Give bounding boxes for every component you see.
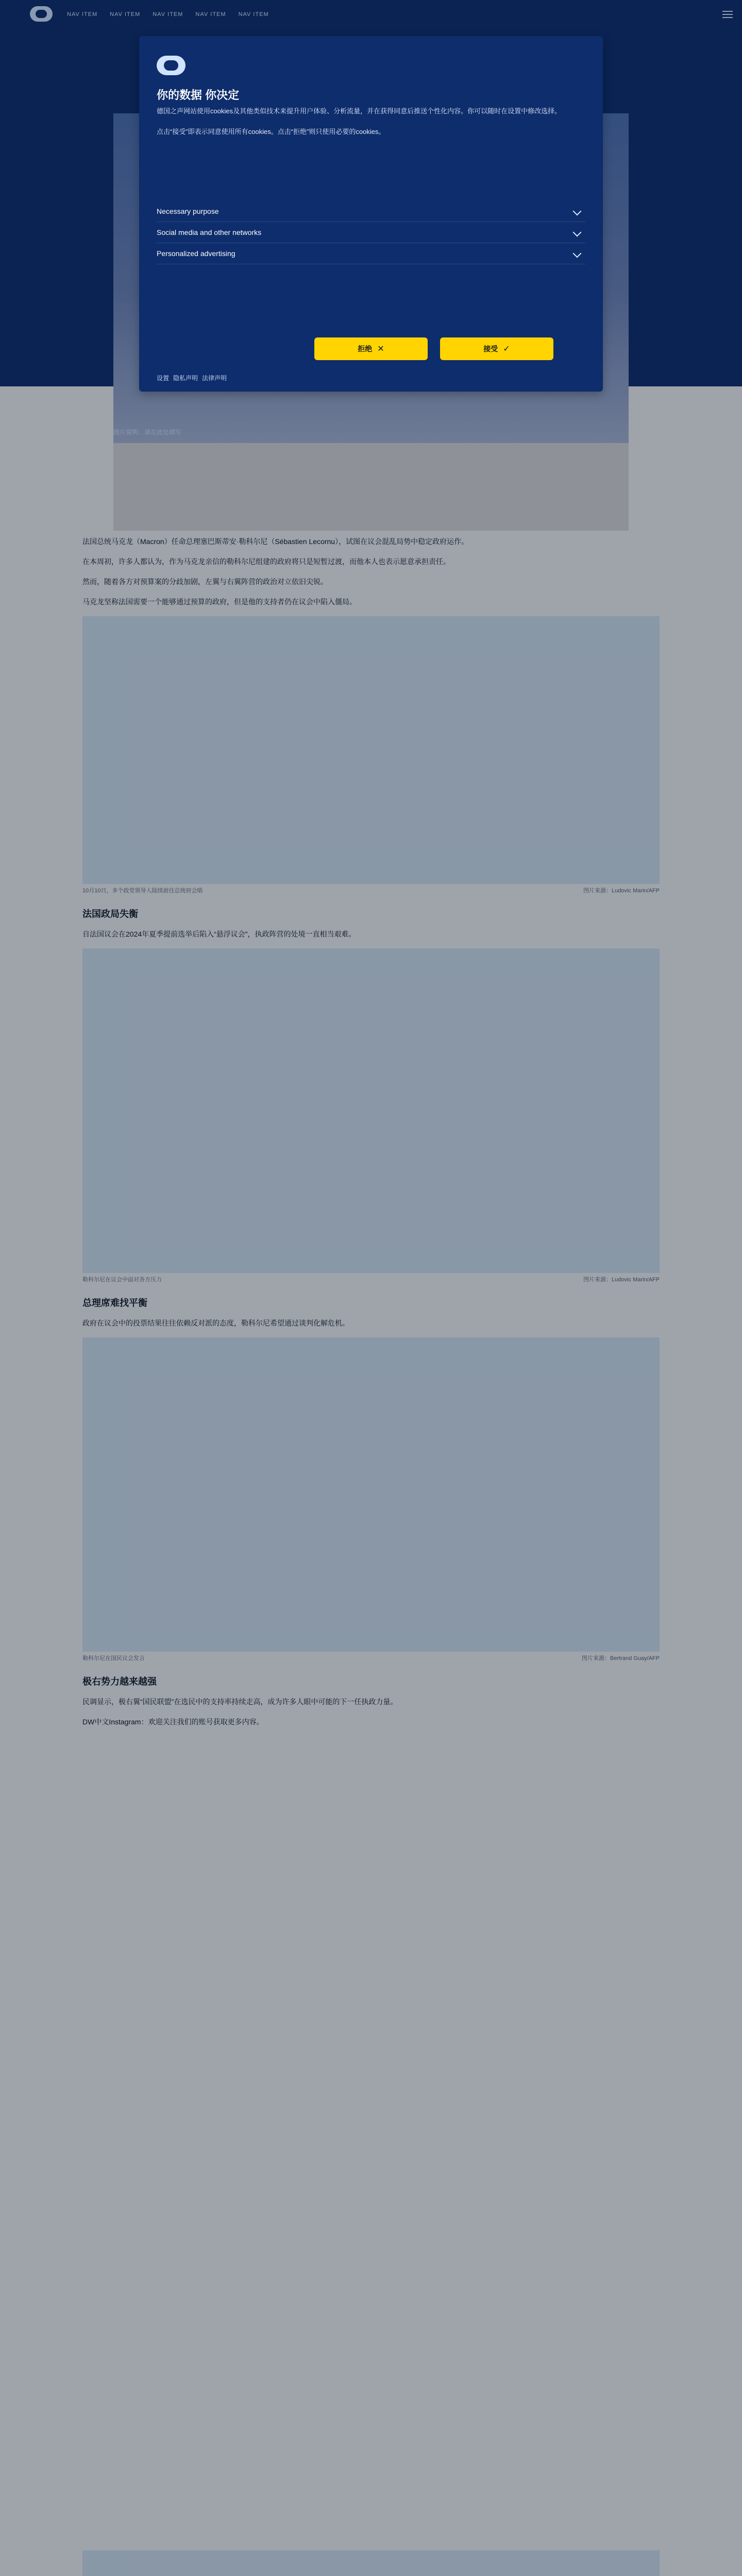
caption-left: 勒科尔尼在国民议会发言 xyxy=(82,1655,145,1662)
modal-buttons xyxy=(314,337,553,360)
consent-options xyxy=(157,201,585,264)
section-heading: 法国政局失衡 xyxy=(82,909,138,919)
consent-label: Personalized advertising xyxy=(157,249,235,258)
article-paragraph: DW中文Instagram：欢迎关注我们的账号获取更多内容。 xyxy=(82,1718,264,1726)
close-icon: ✕ xyxy=(377,345,384,353)
cookie-consent-modal xyxy=(139,36,603,392)
modal-title: 你的数据 你决定 xyxy=(157,89,240,101)
top-nav-item[interactable]: NAV ITEM xyxy=(67,11,98,18)
article-paragraph: 马克龙坚称法国需要一个能够通过预算的政府，但是他的支持者仍在议会中陷入僵局。 xyxy=(82,598,357,606)
accept-button[interactable] xyxy=(440,337,553,360)
consent-row[interactable] xyxy=(157,222,585,243)
chevron-down-icon[interactable] xyxy=(573,249,582,258)
dw-logo xyxy=(157,56,185,75)
article-paragraph: 然而，随着各方对预算案的分歧加剧，左翼与右翼阵营的政治对立依旧尖锐。 xyxy=(82,578,328,586)
chevron-down-icon[interactable] xyxy=(573,228,582,237)
caption-right: 图片来源：Ludovic Marin/AFP xyxy=(583,888,660,894)
modal-text: 德国之声网站使用cookies及其他类似技术来提升用户体验、分析流量，并在获得同意后推送个性化内容。你可以随时在设置中修改选择。 点击“接受”即表示同意使用所有cookies。点击“拒绝”则只使用必要的cookies。 xyxy=(157,107,562,135)
article-paragraph: 民调显示，极右翼“国民联盟”在选民中的支持率持续走高，成为许多人眼中可能的下一任执政力量。 xyxy=(82,1698,398,1706)
top-nav-item[interactable]: NAV ITEM xyxy=(110,11,141,18)
accept-label: 接受 xyxy=(483,345,498,353)
caption-left: 勒科尔尼在议会中面对各方压力 xyxy=(82,1277,162,1283)
consent-row[interactable] xyxy=(157,243,585,264)
modal-link[interactable]: 设置 xyxy=(157,375,170,382)
consent-label: Necessary purpose xyxy=(157,207,219,215)
section-heading: 极右势力越来越强 xyxy=(82,1676,157,1687)
article-paragraph: 自法国议会在2024年夏季提前选举后陷入“悬浮议会”，执政阵营的处境一直相当艰难。 xyxy=(82,930,356,938)
reject-label: 拒绝 xyxy=(358,345,373,353)
caption-left: 10月10日，多个政党领导人陆续前往总统府会晤 xyxy=(82,888,203,894)
reject-button[interactable] xyxy=(314,337,428,360)
consent-row[interactable] xyxy=(157,201,585,222)
consent-label: Social media and other networks xyxy=(157,228,262,236)
hero-caption: 图片说明：请在此处填写 xyxy=(113,429,182,436)
modal-link[interactable]: 法律声明 xyxy=(202,375,227,382)
article-paragraph: 政府在议会中的投票结果往往依赖反对派的态度，勒科尔尼希望通过谈判化解危机。 xyxy=(82,1319,349,1327)
top-nav-item[interactable]: NAV ITEM xyxy=(195,11,226,18)
chevron-down-icon[interactable] xyxy=(573,207,582,216)
caption-right: 图片来源：Bertrand Guay/AFP xyxy=(582,1655,660,1662)
check-icon: ✓ xyxy=(503,345,510,353)
top-nav-item[interactable]: NAV ITEM xyxy=(238,11,269,18)
top-nav-item[interactable]: NAV ITEM xyxy=(153,11,183,18)
section-heading: 总理席难找平衡 xyxy=(82,1298,147,1308)
modal-links xyxy=(157,374,227,382)
caption-right: 图片来源：Ludovic Marin/AFP xyxy=(583,1277,660,1283)
modal-link[interactable]: 隐私声明 xyxy=(173,375,198,382)
article-paragraph: 法国总统马克龙（Macron）任命总理塞巴斯蒂安·勒科尔尼（Sébastien Lecornu），试图在议会混乱局势中稳定政府运作。 xyxy=(82,537,469,546)
article-paragraph: 在本周初，许多人都认为，作为马克龙亲信的勒科尔尼组建的政府将只是短暂过渡，而他本人也表示愿意承担责任。 xyxy=(82,557,450,566)
